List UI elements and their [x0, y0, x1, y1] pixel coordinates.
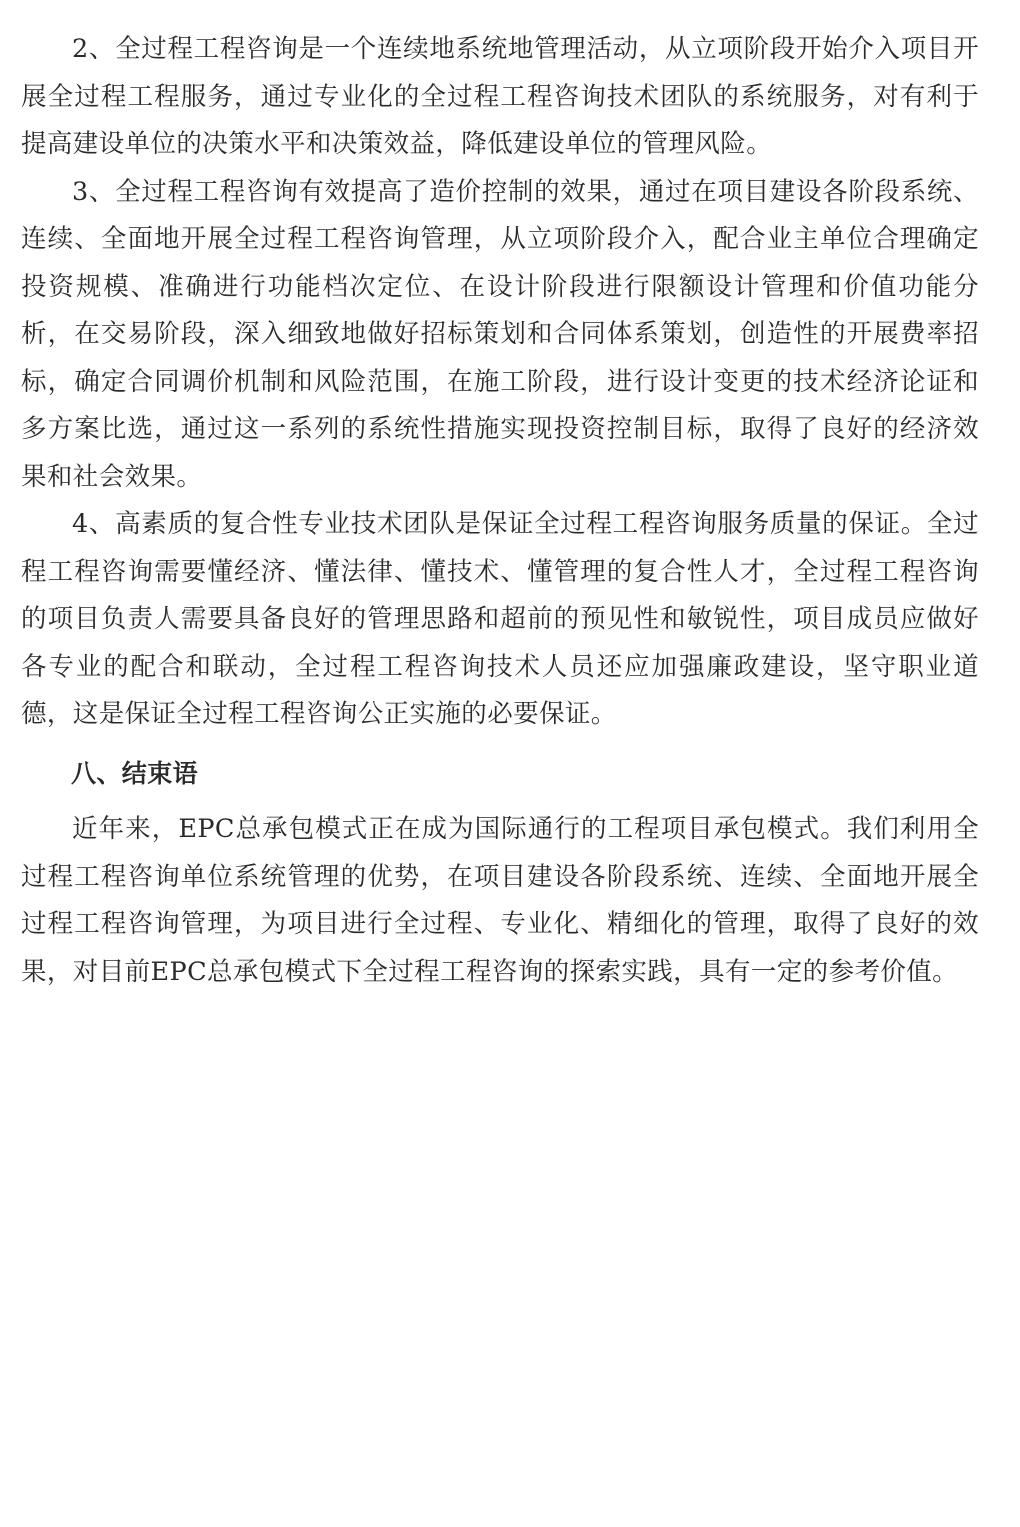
- document-body: [21, 26, 979, 996]
- paragraph-point-4: 4、高素质的复合性专业技术团队是保证全过程工程咨询服务质量的保证。全过程工程咨询需要懂经济、懂法律、懂技术、懂管理的复合性人才，全过程工程咨询的项目负责人需要具备良好的管理思路和超前的预见性和敏锐性，项目成员应做好各专业的配合和联动，全过程工程咨询技术人员还应加强廉政建设，坚守职业道德，这是保证全过程工程咨询公正实施的必要保证。: [21, 509, 979, 729]
- paragraph-point-3: 3、全过程工程咨询有效提高了造价控制的效果，通过在项目建设各阶段系统、连续、全面地开展全过程工程咨询管理，从立项阶段介入，配合业主单位合理确定投资规模、准确进行功能档次定位、在设计阶段进行限额设计管理和价值功能分析，在交易阶段，深入细致地做好招标策划和合同体系策划，创造性的开展费率招标，确定合同调价机制和风险范围，在施工阶段，进行设计变更的技术经济论证和多方案比选，通过这一系列的系统性措施实现投资控制目标，取得了良好的经济效果和社会效果。: [21, 176, 979, 492]
- paragraph-point-2: 2、全过程工程咨询是一个连续地系统地管理活动，从立项阶段开始介入项目开展全过程工程服务，通过专业化的全过程工程咨询技术团队的系统服务，对有利于提高建设单位的决策水平和决策效益，降低建设单位的管理风险。: [21, 34, 979, 159]
- paragraph-conclusion: 近年来，EPC总承包模式正在成为国际通行的工程项目承包模式。我们利用全过程工程咨询单位系统管理的优势，在项目建设各阶段系统、连续、全面地开展全过程工程咨询管理，为项目进行全过程、专业化、精细化的管理，取得了良好的效果，对目前EPC总承包模式下全过程工程咨询的探索实践，具有一定的参考价值。: [21, 814, 979, 987]
- section-heading-conclusion: 八、结束语: [71, 758, 199, 788]
